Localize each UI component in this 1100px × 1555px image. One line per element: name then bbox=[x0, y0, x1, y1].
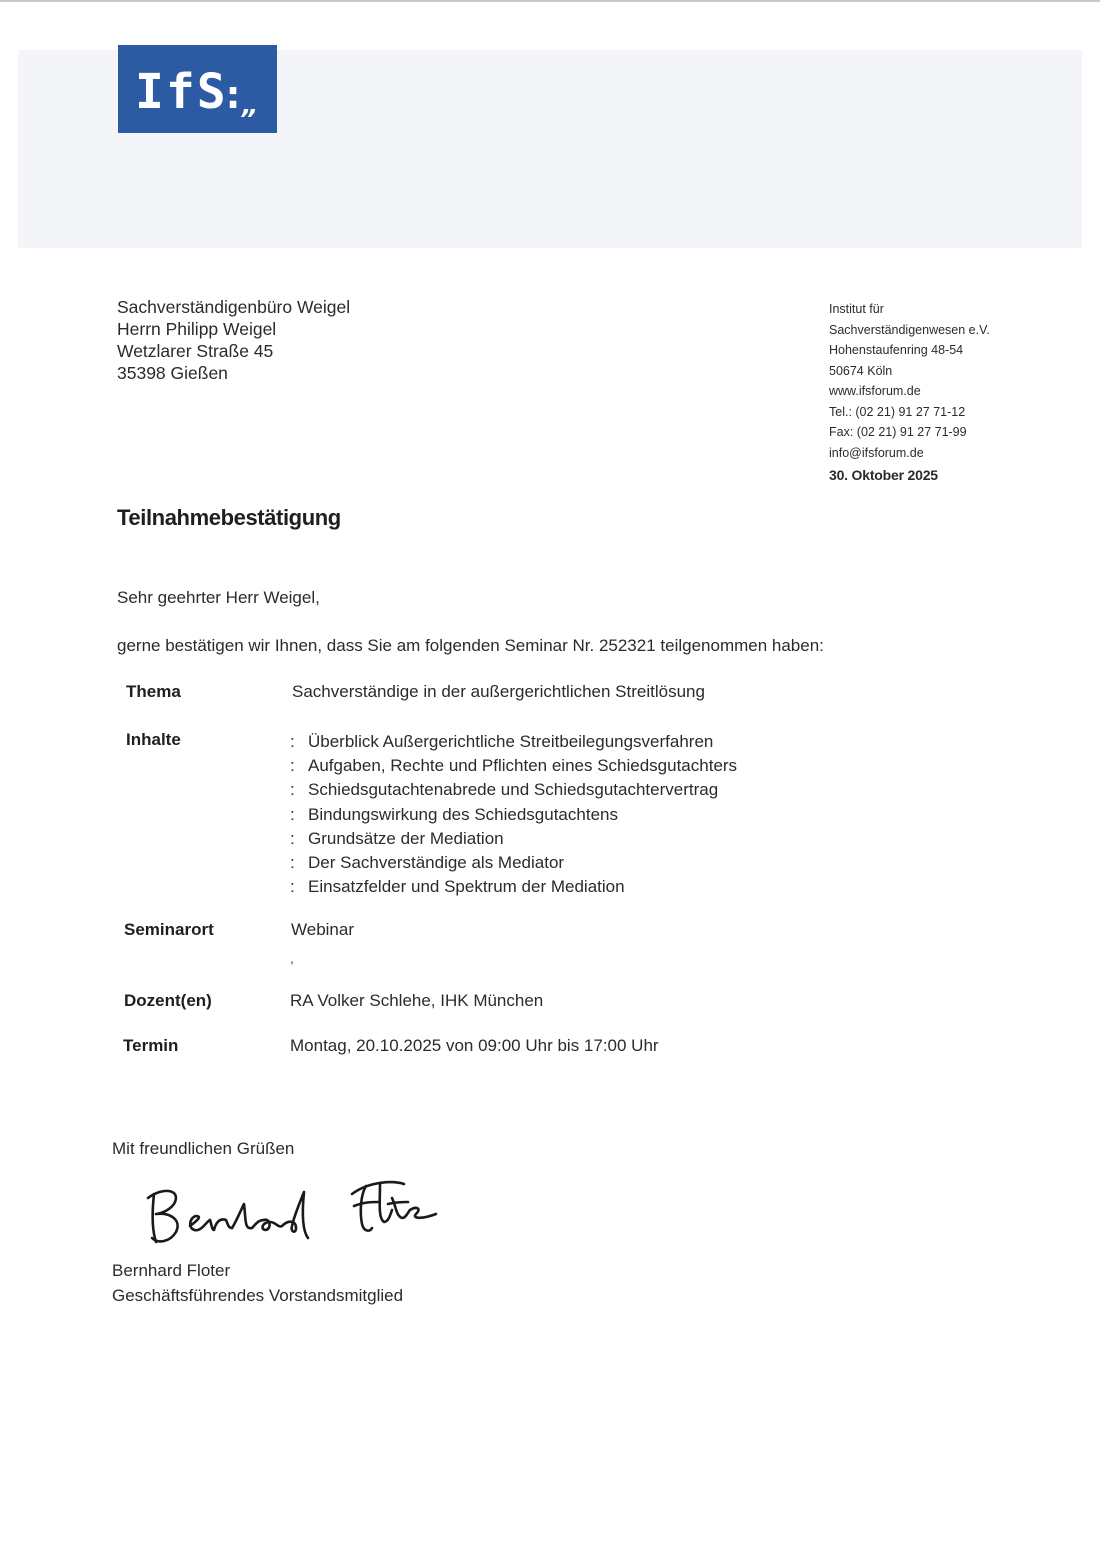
list-item: : Aufgaben, Rechte und Pflichten eines Schiedsgutachters bbox=[290, 756, 738, 776]
value-seminarort: Webinar bbox=[291, 920, 354, 939]
sender-line: 50674 Köln bbox=[829, 363, 893, 378]
sender-website: www.ifsforum.de bbox=[829, 384, 921, 398]
signer-role: Geschäftsführendes Vorstandsmitglied bbox=[112, 1286, 404, 1305]
svg-text:„: „ bbox=[242, 91, 259, 121]
list-item: : Schiedsgutachtenabrede und Schiedsgutachtervertrag bbox=[290, 780, 719, 800]
recipient-line: 35398 Gießen bbox=[117, 363, 228, 383]
ifs-logo bbox=[118, 45, 277, 133]
sender-line: Institut für bbox=[829, 302, 884, 316]
recipient-line: Sachverständigenbüro Weigel bbox=[117, 297, 351, 317]
sender-line: Sachverständigenwesen e.V. bbox=[829, 322, 990, 337]
recipient-address bbox=[117, 296, 350, 384]
letter-date: 30. Oktober 2025 bbox=[829, 467, 938, 483]
signer-name: Bernhard Floter bbox=[112, 1261, 231, 1280]
document-title: Teilnahmebestätigung bbox=[117, 505, 341, 530]
stray-mark: , bbox=[290, 950, 294, 966]
sender-email: info@ifsforum.de bbox=[829, 445, 924, 460]
sender-phone: Tel.: (02 21) 91 27 71-12 bbox=[829, 404, 966, 419]
inhalte-list bbox=[290, 730, 737, 899]
sender-fax: Fax: (02 21) 91 27 71-99 bbox=[829, 425, 967, 439]
recipient-line: Herrn Philipp Weigel bbox=[117, 319, 277, 339]
recipient-line: Wetzlarer Straße 45 bbox=[117, 341, 274, 361]
sender-line: Hohenstaufenring 48-54 bbox=[829, 343, 964, 357]
sender-info bbox=[829, 299, 990, 486]
signer-block bbox=[112, 1258, 403, 1308]
label-termin: Termin bbox=[123, 1036, 179, 1055]
value-termin: Montag, 20.10.2025 von 09:00 Uhr bis 17:00 Uhr bbox=[290, 1036, 659, 1055]
svg-text:IfS: IfS bbox=[135, 64, 228, 120]
intro-text: gerne bestätigen wir Ihnen, dass Sie am folgenden Seminar Nr. 252321 teilgenommen haben: bbox=[117, 636, 824, 655]
value-thema: Sachverständige in der außergerichtlichen Streitlösung bbox=[292, 682, 705, 701]
ifs-logo-mark bbox=[118, 45, 277, 133]
label-dozent: Dozent(en) bbox=[124, 991, 212, 1010]
salutation: Sehr geehrter Herr Weigel, bbox=[117, 588, 320, 607]
svg-text::: : bbox=[221, 72, 246, 118]
top-edge-line bbox=[0, 0, 1100, 2]
list-item: : Grundsätze der Mediation bbox=[290, 828, 504, 848]
label-seminarort: Seminarort bbox=[124, 920, 214, 939]
label-thema: Thema bbox=[126, 682, 181, 701]
list-item: : Der Sachverständige als Mediator bbox=[290, 853, 565, 873]
closing-greeting: Mit freundlichen Grüßen bbox=[112, 1139, 295, 1158]
list-item: : Überblick Außergerichtliche Streitbeilegungsverfahren bbox=[290, 732, 714, 751]
signature-icon bbox=[140, 1172, 460, 1252]
value-dozent: RA Volker Schlehe, IHK München bbox=[290, 991, 544, 1010]
label-inhalte: Inhalte bbox=[126, 730, 181, 749]
list-item: : Einsatzfelder und Spektrum der Mediation bbox=[290, 877, 625, 897]
list-item: : Bindungswirkung des Schiedsgutachtens bbox=[290, 804, 618, 824]
